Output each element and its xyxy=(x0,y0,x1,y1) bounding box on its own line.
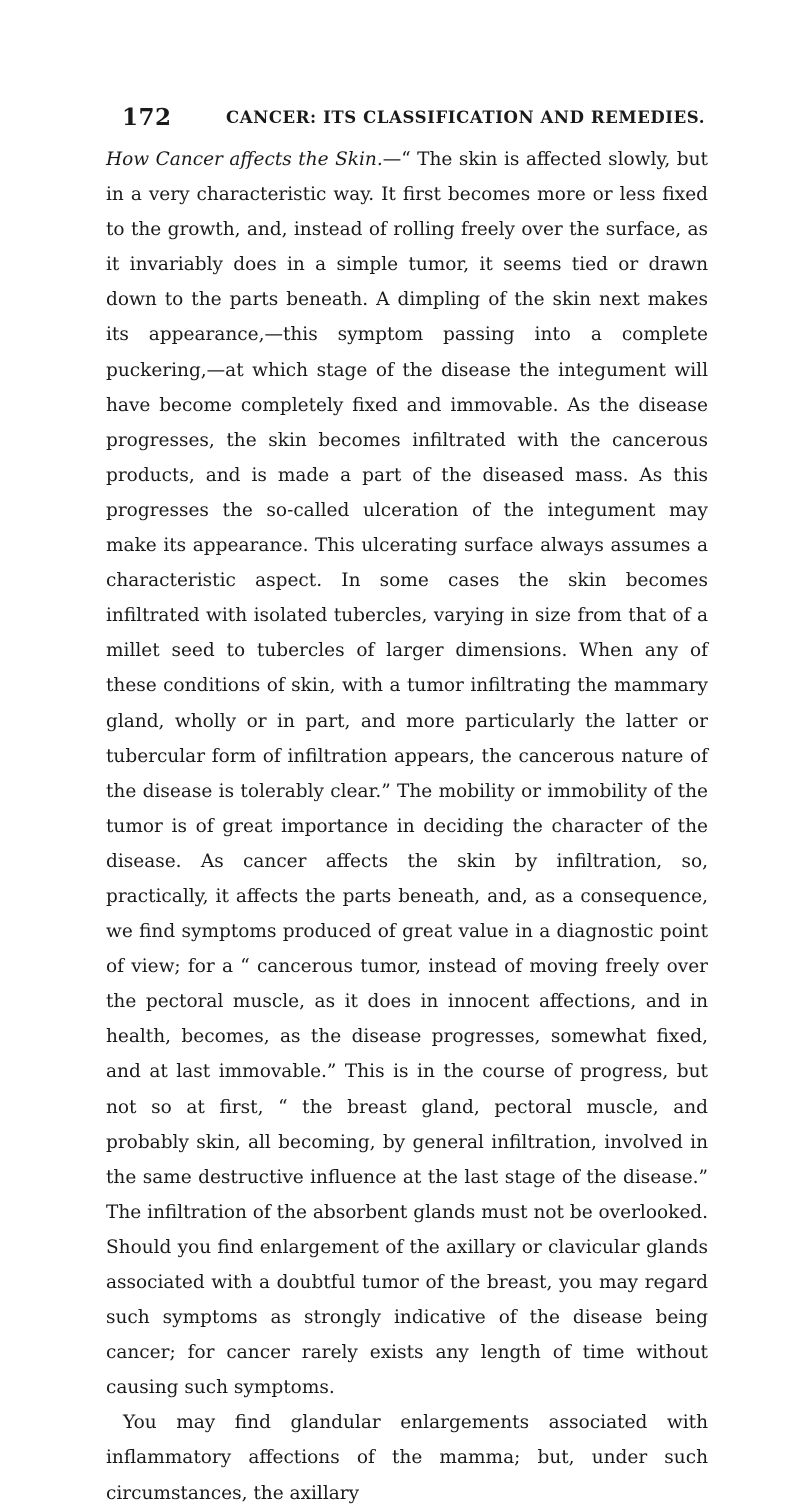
page-header xyxy=(122,104,706,134)
paragraph-1-text: —“ The skin is affected slowly, but in a very characteristic way. It first becomes more or less fixed to the growth, and, instead of rolling freely over the surface, as it invariably does in a simple tumor, it seems tied or drawn down to the parts beneath. A dimpling of the skin next makes its appearance,—this symptom passing into a complete puckering,—at which stage of the disease the integument will have become completely fixed and immovable. As the disease progresses, the skin becomes infiltrated with the cancerous products, and is made a part of the diseased mass. As this progresses the so-called ulceration of the integument may make its appearance. This ulcerating surface always assumes a characteristic aspect. In some cases the skin becomes infiltrated with isolated tubercles, varying in size from that of a millet seed to tubercles of larger dimensions. When any of these conditions of skin, with a tumor infiltrating the mammary gland, wholly or in part, and more particularly the latter or tubercular form of infiltration appears, the cancerous nature of the disease is tolerably clear.” The mobility or immobility of the tumor is of great importance in deciding the character of the disease. As cancer affects the skin by infiltration, so, practically, it affects the parts beneath, and, as a consequence, we find symptoms produced of great value in a diagnostic point of view; for a “ cancerous tumor, instead of moving freely over the pectoral muscle, as it does in innocent affections, and in health, becomes, as the disease progresses, somewhat fixed, and at last immovable.” This is in the course of progress, but not so at first, “ the breast gland, pectoral muscle, and probably skin, all becoming, by general infiltration, involved in the same destructive influence at the last stage of the disease.” The infiltration of the absorbent glands must not be overlooked. Should you find enlargement of the axillary or clavicular glands associated with a doubtful tumor of the breast, you may regard such symptoms as strongly indicative of the disease being cancer; for cancer rarely exists any length of time without causing such symptoms. xyxy=(106,149,708,1399)
running-title: CANCER: ITS CLASSIFICATION AND REMEDIES. xyxy=(226,108,706,127)
section-heading: How Cancer affects the Skin. xyxy=(106,149,383,170)
body-text xyxy=(106,142,708,1504)
paragraph-2 xyxy=(106,1405,708,1510)
paragraph-2-text: You may find glandular enlargements associated with inflammatory affections of the mamma; but, under such circumstances, the axillary xyxy=(106,1412,708,1504)
paragraph-1 xyxy=(106,142,708,1405)
page-number: 172 xyxy=(122,104,172,131)
